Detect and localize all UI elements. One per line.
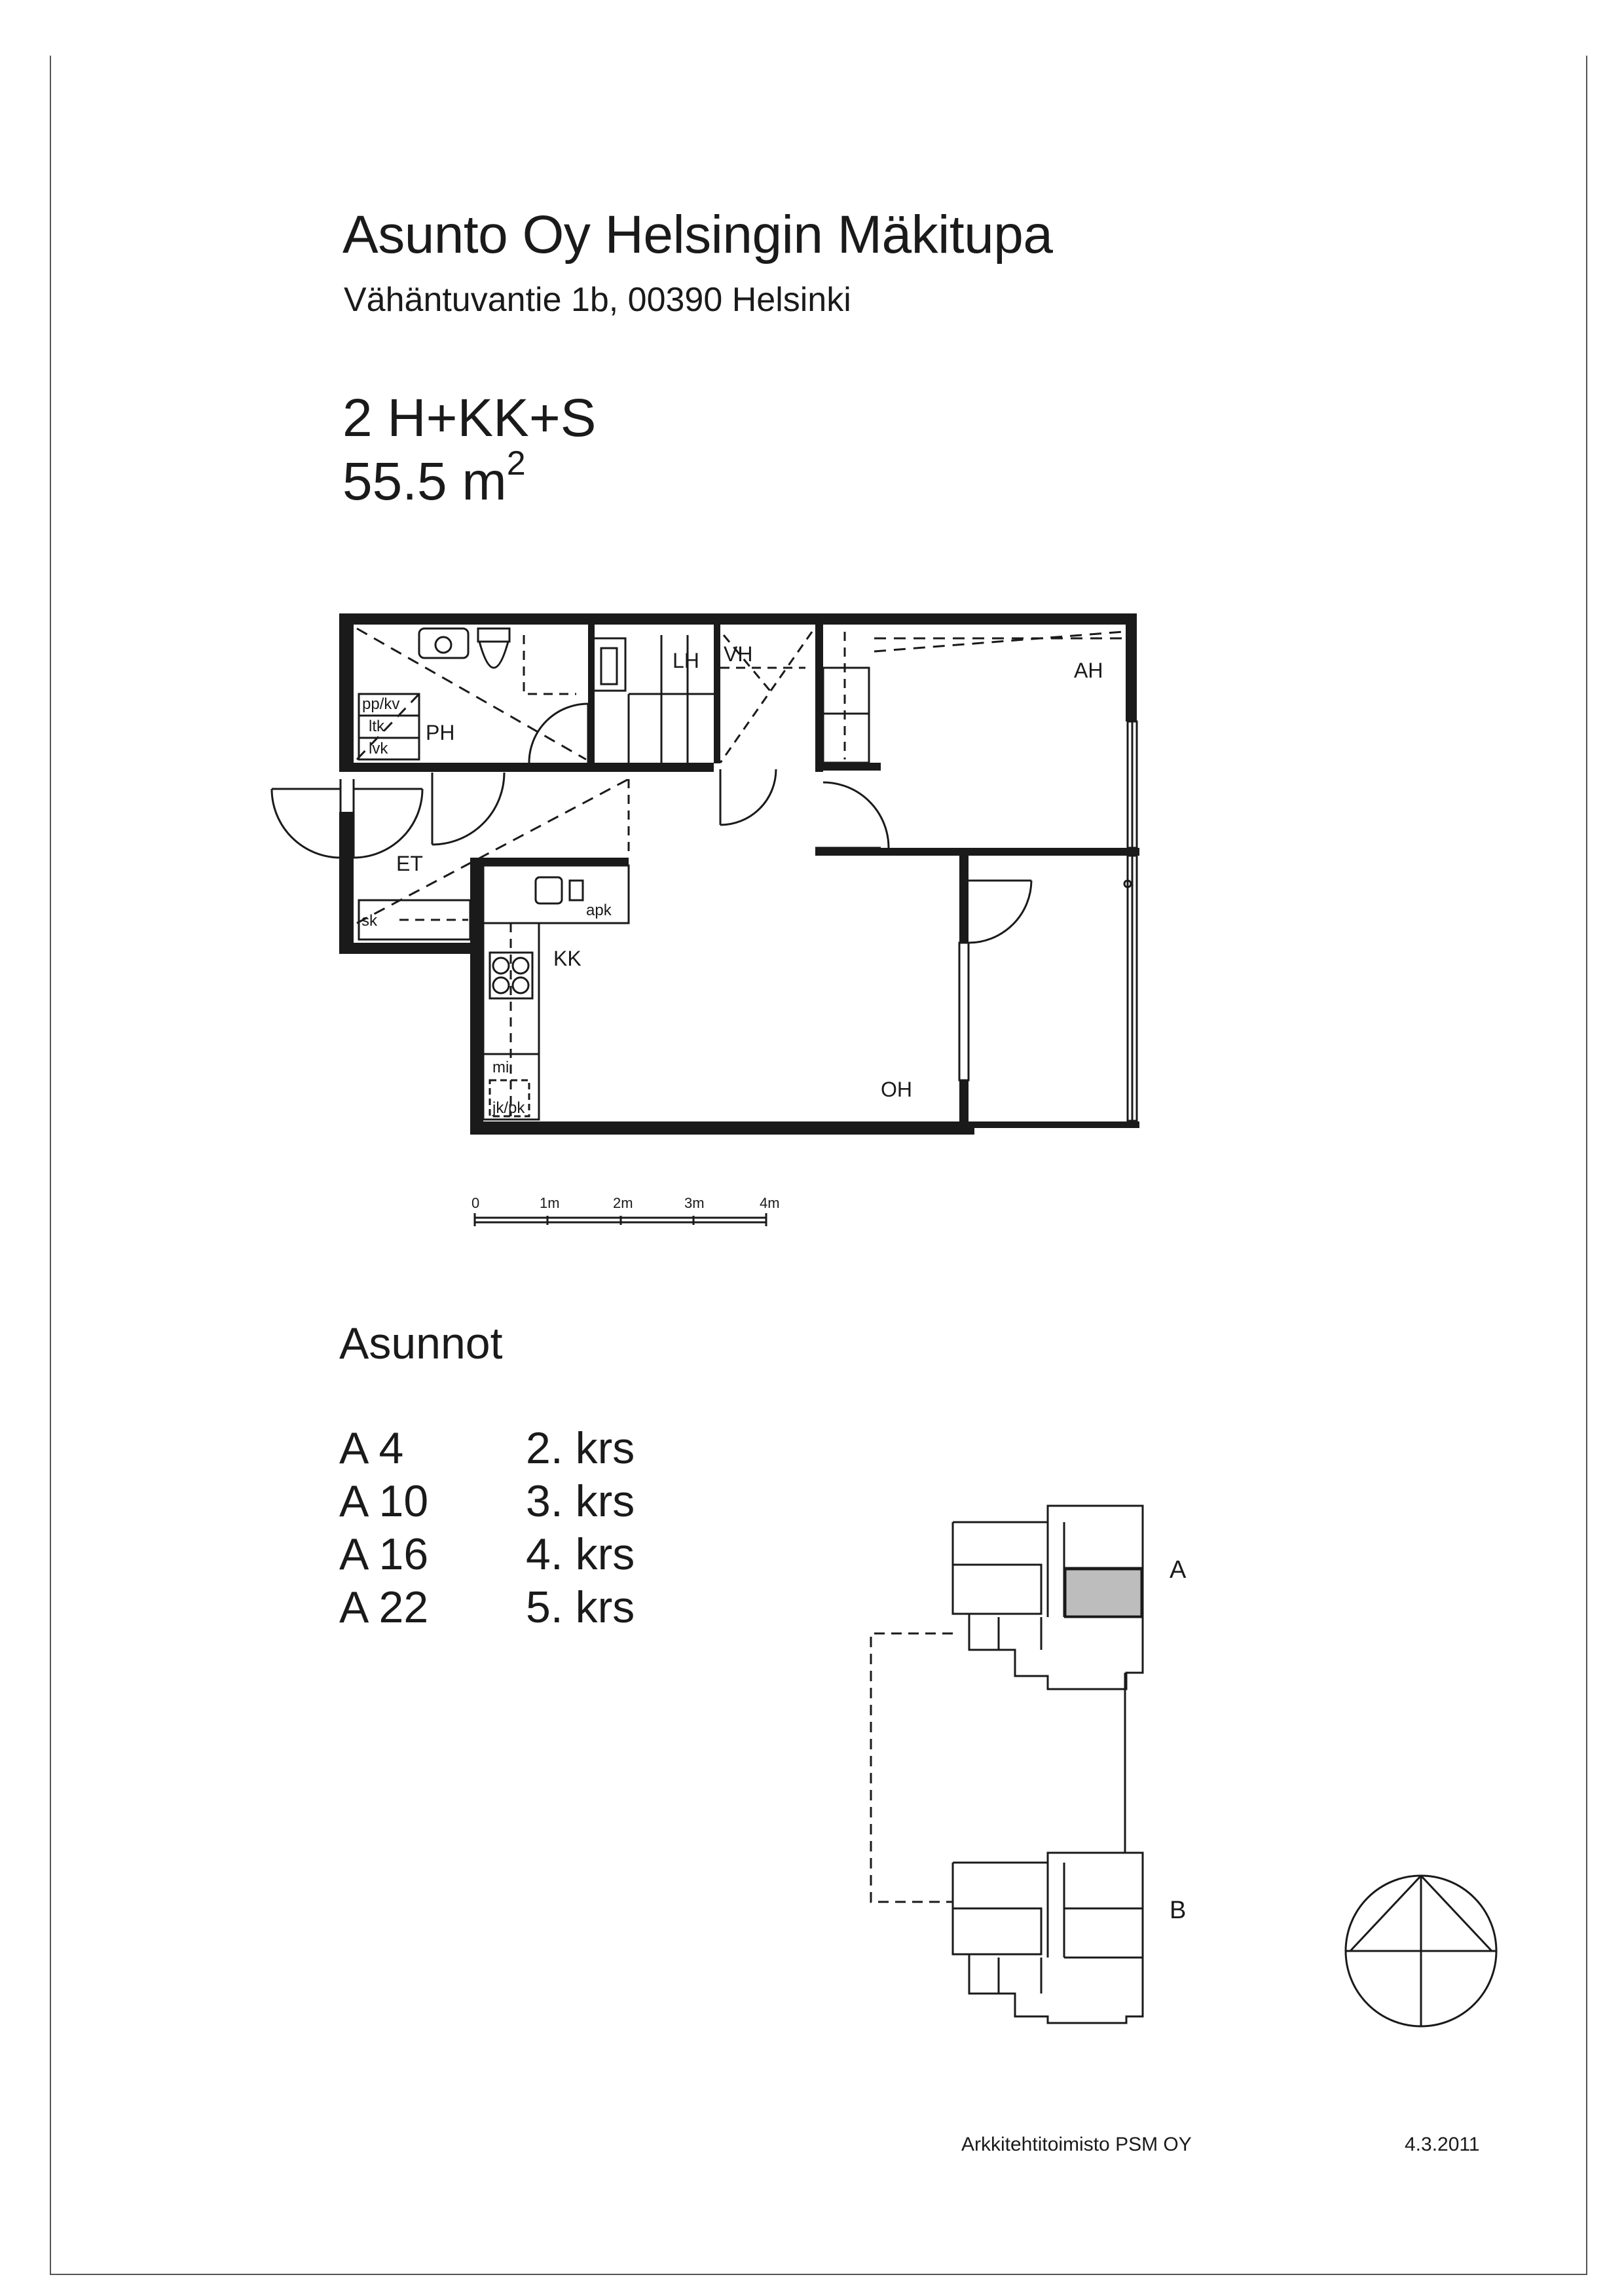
apartment-floor: 2. krs [526,1423,635,1473]
fixture-label-mi: mi [492,1059,509,1076]
apartment-code: A 16 [339,1529,429,1579]
scale-tick-0: 0 [471,1195,480,1211]
room-label-et: ET [396,852,423,875]
fixture-label-ltk: ltk [369,718,384,735]
room-label-ph: PH [426,721,455,744]
fixture-label-sk: sk [361,912,377,930]
apartments-heading: Asunnot [339,1319,503,1368]
area-value: 55.5 m [342,452,507,511]
fixture-label-lvk: lvk [369,740,388,757]
room-label-oh: OH [881,1078,912,1101]
room-label-kk: KK [553,947,581,970]
north-arrow-icon [1342,1872,1500,2030]
drawing-date: 4.3.2011 [1405,2134,1480,2155]
apartment-floor: 4. krs [526,1529,635,1579]
room-label-lh: LH [673,649,699,672]
area-exponent: 2 [506,445,526,483]
highlighted-apartment [1065,1569,1141,1616]
scale-tick-1m: 1m [540,1195,560,1211]
fixture-label-ppkv: pp/kv [362,695,400,713]
project-title: Asunto Oy Helsingin Mäkitupa [342,205,1053,264]
project-address: Vähäntuvantie 1b, 00390 Helsinki [344,281,851,319]
architect-firm: Arkkitehtitoimisto PSM OY [961,2134,1192,2155]
apartment-floor: 5. krs [526,1582,635,1632]
fixture-label-apk: apk [586,902,612,919]
apartment-code: A 22 [339,1582,429,1632]
building-label-a: A [1170,1556,1187,1584]
apartment-code: A 10 [339,1476,429,1526]
building-label-b: B [1170,1897,1187,1924]
room-label-vh: VH [724,642,753,666]
scale-tick-2m: 2m [613,1195,633,1211]
apartment-type: 2 H+KK+S [342,388,597,448]
apartment-code: A 4 [339,1423,404,1473]
apartment-floor: 3. krs [526,1476,635,1526]
scale-tick-3m: 3m [684,1195,705,1211]
fixture-label-jkpk: jk/pk [492,1099,525,1117]
scale-tick-4m: 4m [760,1195,780,1211]
room-label-ah: AH [1074,659,1103,682]
